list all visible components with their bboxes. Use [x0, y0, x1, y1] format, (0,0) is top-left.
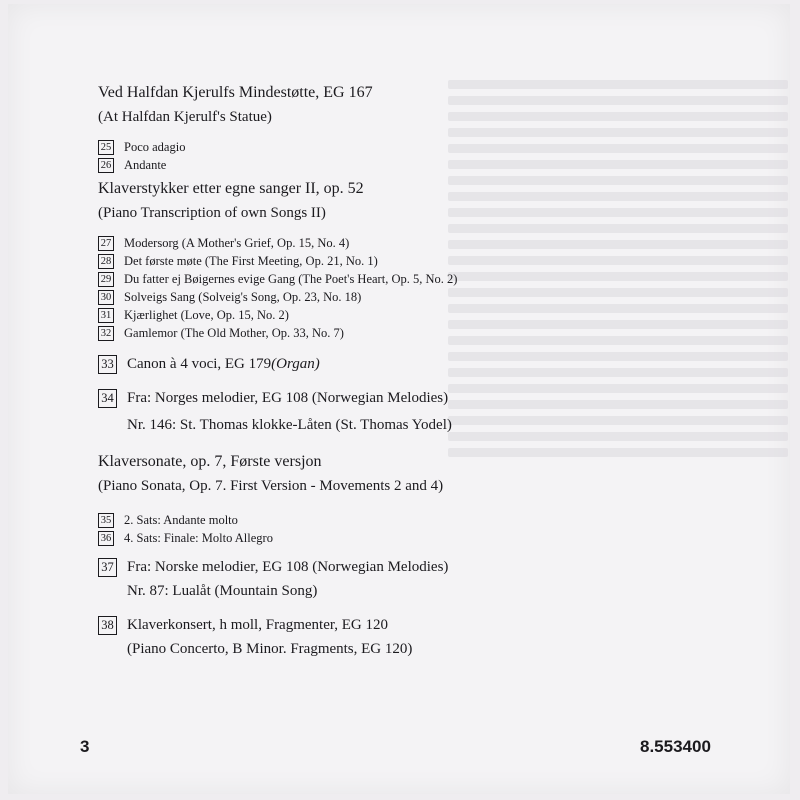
- track-row: [98, 386, 658, 410]
- track-title: 4. Sats: Finale: Molto Allegro: [124, 530, 273, 545]
- catalog-number: 8.553400: [640, 737, 711, 756]
- track-title: Du fatter ej Bøigernes evige Gang (The Poet's Heart, Op. 5, No. 2): [124, 271, 458, 286]
- track-row: [98, 234, 658, 252]
- page-number: 3: [80, 737, 90, 756]
- track-title-continued: Nr. 87: Lualåt (Mountain Song): [127, 583, 318, 599]
- section-subtitle: (Piano Sonata, Op. 7. First Version - Movements 2 and 4): [98, 478, 444, 494]
- track-number: 37: [98, 558, 117, 577]
- track-title: Solveigs Sang (Solveig's Song, Op. 23, No. 18): [124, 289, 362, 304]
- track-number: 30: [98, 290, 114, 305]
- track-row: [98, 324, 658, 342]
- track-number: 26: [98, 158, 114, 173]
- track-title-continued: Nr. 146: St. Thomas klokke-Låten (St. Thomas Yodel): [127, 417, 452, 433]
- section-title: Klaverstykker etter egne sanger II, op. 52: [98, 180, 364, 197]
- track-number: 32: [98, 326, 114, 341]
- track-instrument-note: (Organ): [271, 355, 320, 372]
- section-subtitle: (Piano Transcription of own Songs II): [98, 205, 326, 221]
- track-title-continued: (Piano Concerto, B Minor. Fragments, EG 120): [127, 641, 413, 657]
- track-listing: [98, 82, 658, 661]
- track-row: [98, 306, 658, 324]
- track-number: 29: [98, 272, 114, 287]
- track-row: [98, 613, 658, 637]
- track-row: [98, 270, 658, 288]
- track-title: Klaverkonsert, h moll, Fragmenter, EG 120: [127, 616, 389, 633]
- track-title: Det første møte (The First Meeting, Op. 21, No. 1): [124, 253, 378, 268]
- track-title: Fra: Norske melodier, EG 108 (Norwegian Melodies): [127, 558, 449, 575]
- track-number: 38: [98, 616, 117, 635]
- track-number: 28: [98, 254, 114, 269]
- track-title: Canon à 4 voci, EG 179: [127, 355, 272, 372]
- track-number: 36: [98, 531, 114, 546]
- track-row: [98, 511, 658, 529]
- track-row: [98, 288, 658, 306]
- track-row: [98, 555, 658, 579]
- track-row: [98, 352, 658, 376]
- track-number: 35: [98, 513, 114, 528]
- track-title: Andante: [124, 157, 167, 172]
- track-number: 34: [98, 389, 117, 408]
- booklet-page: [8, 4, 790, 794]
- track-row: [98, 529, 658, 547]
- track-row: [98, 252, 658, 270]
- track-row: [98, 138, 658, 156]
- section-title: Ved Halfdan Kjerulfs Mindestøtte, EG 167: [98, 84, 373, 101]
- track-title: Modersorg (A Mother's Grief, Op. 15, No. 4): [124, 235, 350, 250]
- track-number: 27: [98, 236, 114, 251]
- track-title: Gamlemor (The Old Mother, Op. 33, No. 7): [124, 325, 344, 340]
- track-title: Fra: Norges melodier, EG 108 (Norwegian Melodies): [127, 389, 449, 406]
- track-title: Kjærlighet (Love, Op. 15, No. 2): [124, 307, 289, 322]
- track-number: 31: [98, 308, 114, 323]
- track-title: Poco adagio: [124, 139, 186, 154]
- track-row: [98, 156, 658, 174]
- section-title: Klaversonate, op. 7, Første versjon: [98, 453, 322, 470]
- section-subtitle: (At Halfdan Kjerulf's Statue): [98, 109, 272, 125]
- track-number: 25: [98, 140, 114, 155]
- track-title: 2. Sats: Andante molto: [124, 512, 238, 527]
- track-number: 33: [98, 355, 117, 374]
